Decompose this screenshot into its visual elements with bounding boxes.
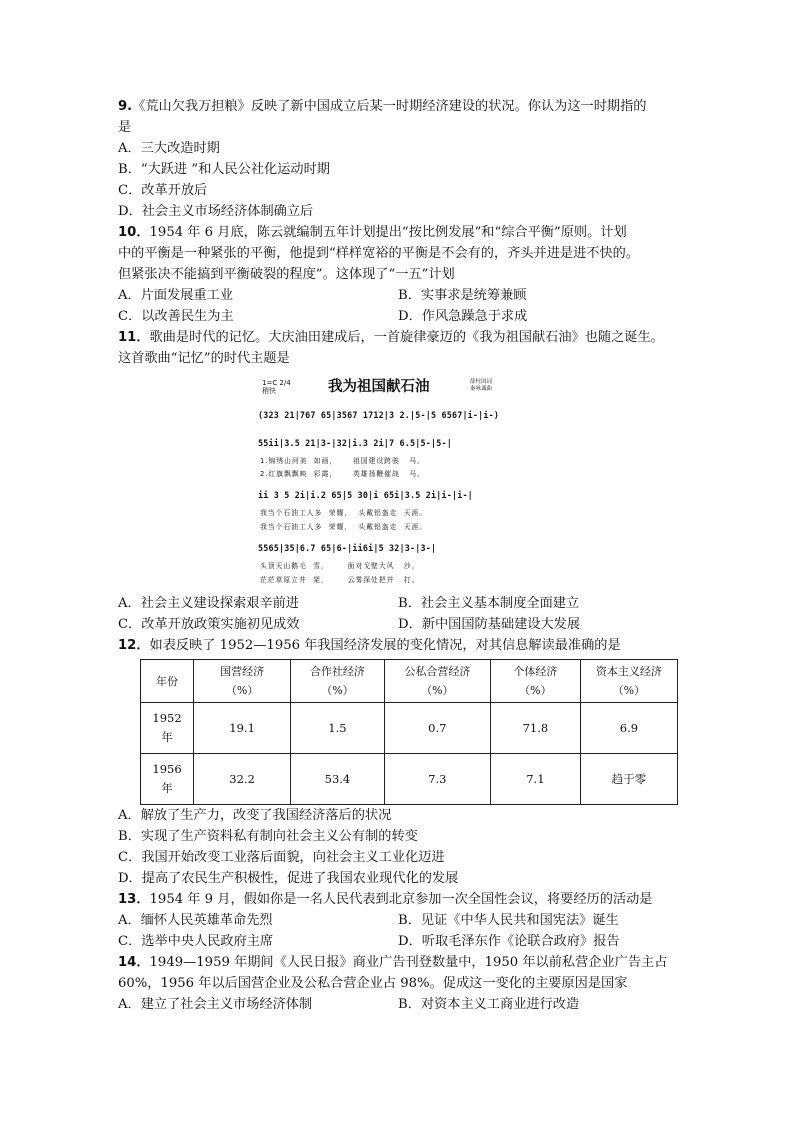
q13-option-a: A．缅怀人民英雄革命先烈 xyxy=(118,913,273,928)
q10-option-c: C．以改善民生为主 xyxy=(118,309,234,324)
table-cell: 1.5 xyxy=(291,703,385,754)
q10-stem-line3: 但紧张决不能搞到平衡破裂的程度”。这体现了“一五”计划 xyxy=(118,267,455,282)
q9-stem-line2: 是 xyxy=(118,120,132,135)
score-lyrics-2b: 我当个石油工人多 荣耀， 头戴铝盔走 天涯。 xyxy=(260,523,428,531)
q9-option-c: C．改革开放后 xyxy=(118,183,208,198)
q11-number: 11． xyxy=(118,330,150,345)
table-cell: 趋于零 xyxy=(580,754,677,805)
q10-options-row1 xyxy=(118,285,678,306)
score-credits: 薛柱国词 秦咏诚曲 xyxy=(470,379,493,392)
score-notation-intro: (323 21|767 65|3567 1712|3 2.|5-|5 6567|i-|i-) xyxy=(258,410,500,420)
q11-stem-line1: 11．歌曲是时代的记忆。大庆油田建成后，一首旋律豪迈的《我为祖国献石油》也随之诞生。 xyxy=(118,330,664,345)
score-lyrics-1a: 1.锦绣山河美 如画， 祖国建设跨骏 马。 xyxy=(260,457,425,465)
table-cell: 53.4 xyxy=(291,754,385,805)
q11-stem-line2: 这首歌曲“记忆”的时代主题是 xyxy=(118,351,290,366)
q9-option-b: B．“大跃进 ”和人民公社化运动时期 xyxy=(118,162,330,177)
song-score-image xyxy=(256,375,510,587)
q10-stem-line1: 10．1954 年 6 月底，陈云就编制五年计划提出“按比例发展”和“综合平衡”原则。计划 xyxy=(118,225,627,240)
q12-option-b: B．实现了生产资料私有制向社会主义公有制的转变 xyxy=(118,829,418,844)
header-state: 国营经济 （%） xyxy=(194,660,291,703)
table-cell: 6.9 xyxy=(580,703,677,754)
table-header-row xyxy=(141,660,678,703)
header-capitalist: 资本主义经济 （%） xyxy=(580,660,677,703)
q10-number: 10． xyxy=(118,225,150,240)
score-lyrics-3a: 头顶天山鹅毛 雪， 面对戈壁大风 沙， xyxy=(260,562,420,570)
q14-option-a: A．建立了社会主义市场经济体制 xyxy=(118,997,313,1012)
q14-stem-line2: 60%，1956 年以后国营企业及公私合营企业占 98%。促成这一变化的主要原因是国家 xyxy=(118,976,628,991)
q10-stem-line2: 中的平衡是一种紧张的平衡，他提到“样样宽裕的平衡是不会有的，齐头并进是进不快的。 xyxy=(118,246,640,261)
exam-page xyxy=(118,96,678,1015)
score-notation-line2: ii 3 5 2i|i.2 65|5 30|i 65i|3.5 2i|i-|i-| xyxy=(258,490,473,500)
q14-number: 14． xyxy=(118,955,150,970)
q12-option-c: C．我国开始改变工业落后面貌，向社会主义工业化迈进 xyxy=(118,850,445,865)
q10-options-row2 xyxy=(118,306,678,327)
table-cell: 0.7 xyxy=(384,703,490,754)
score-lyrics-2a: 我当个石油工人多 荣耀， 头戴铝盔走 天涯。 xyxy=(260,509,428,517)
q13-option-c: C．选举中央人民政府主席 xyxy=(118,934,274,949)
table-row xyxy=(141,754,678,805)
table-cell-year: 1952 年 xyxy=(141,703,194,754)
score-lyrics-3b: 茫茫草原立井 架， 云雾深处把井 打。 xyxy=(260,576,420,584)
q13-options-row2 xyxy=(118,931,678,952)
q13-option-d: D．听取毛泽东作《论联合政府》报告 xyxy=(398,934,620,949)
q11-option-a: A．社会主义建设探索艰辛前进 xyxy=(118,596,299,611)
q13-options-row1 xyxy=(118,910,678,931)
header-joint: 公私合营经济 （%） xyxy=(384,660,490,703)
q12-stem-line1: 12．如表反映了 1952—1956 年我国经济发展的变化情况，对其信息解读最准确的是 xyxy=(118,638,621,653)
table-cell-year: 1956 年 xyxy=(141,754,194,805)
q11-options-row2 xyxy=(118,614,678,635)
q12-option-d: D．提高了农民生产积极性，促进了我国农业现代化的发展 xyxy=(118,871,459,886)
q13-stem-line1: 13．1954 年 9 月，假如你是一名人民代表到北京参加一次全国性会议，将要经历的活动是 xyxy=(118,892,653,907)
score-notation-line1: 55ii|3.5 21|3-|32|i.3 2i|7 6.5|5-|5-| xyxy=(258,438,452,448)
table-cell: 32.2 xyxy=(194,754,291,805)
q13-number: 13． xyxy=(118,892,150,907)
table-cell: 19.1 xyxy=(194,703,291,754)
header-coop: 合作社经济 （%） xyxy=(291,660,385,703)
score-key: 1=C 2/4 稍快 xyxy=(262,379,291,395)
q12-option-a: A．解放了生产力，改变了我国经济落后的状况 xyxy=(118,808,392,823)
q11-option-d: D．新中国国防基础建设大发展 xyxy=(398,617,581,632)
table-cell: 7.3 xyxy=(384,754,490,805)
score-title: 我为祖国献石油 xyxy=(328,379,430,395)
q9-option-a: A．三大改造时期 xyxy=(118,141,220,156)
q12-number: 12． xyxy=(118,638,150,653)
q9-number: 9. xyxy=(118,99,133,114)
q14-stem-line1: 14．1949—1959 年期间《人民日报》商业广告刊登数量中，1950 年以前私营企业广告主占 xyxy=(118,955,668,970)
table-cell: 71.8 xyxy=(490,703,580,754)
q11-option-b: B．社会主义基本制度全面建立 xyxy=(398,596,580,611)
q14-option-b: B．对资本主义工商业进行改造 xyxy=(398,997,580,1012)
table-row xyxy=(141,703,678,754)
q10-option-d: D．作风急躁急于求成 xyxy=(398,309,528,324)
header-year: 年份 xyxy=(141,660,194,703)
q13-option-b: B．见证《中华人民共和国宪法》诞生 xyxy=(398,913,619,928)
economy-table xyxy=(140,659,678,805)
q9-stem-line1: 9.《荒山欠我万担粮》反映了新中国成立后某一时期经济建设的状况。你认为这一时期指的 xyxy=(118,99,647,114)
q10-option-a: A．片面发展重工业 xyxy=(118,288,234,303)
header-individual: 个体经济 （%） xyxy=(490,660,580,703)
score-lyrics-1b: 2.红旗飘飘映 彩霞， 英雄扬鞭催战 马。 xyxy=(260,470,425,478)
table-cell: 7.1 xyxy=(490,754,580,805)
q9-option-d: D．社会主义市场经济体制确立后 xyxy=(118,204,314,219)
q11-options-row1 xyxy=(118,593,678,614)
q10-option-b: B．实事求是统筹兼顾 xyxy=(398,288,527,303)
q11-option-c: C．改革开放政策实施初见成效 xyxy=(118,617,300,632)
score-notation-line3: 5565|35|6.7 65|6-|ii6i|5 32|3-|3-| xyxy=(258,543,437,553)
q14-options-row1 xyxy=(118,994,678,1015)
